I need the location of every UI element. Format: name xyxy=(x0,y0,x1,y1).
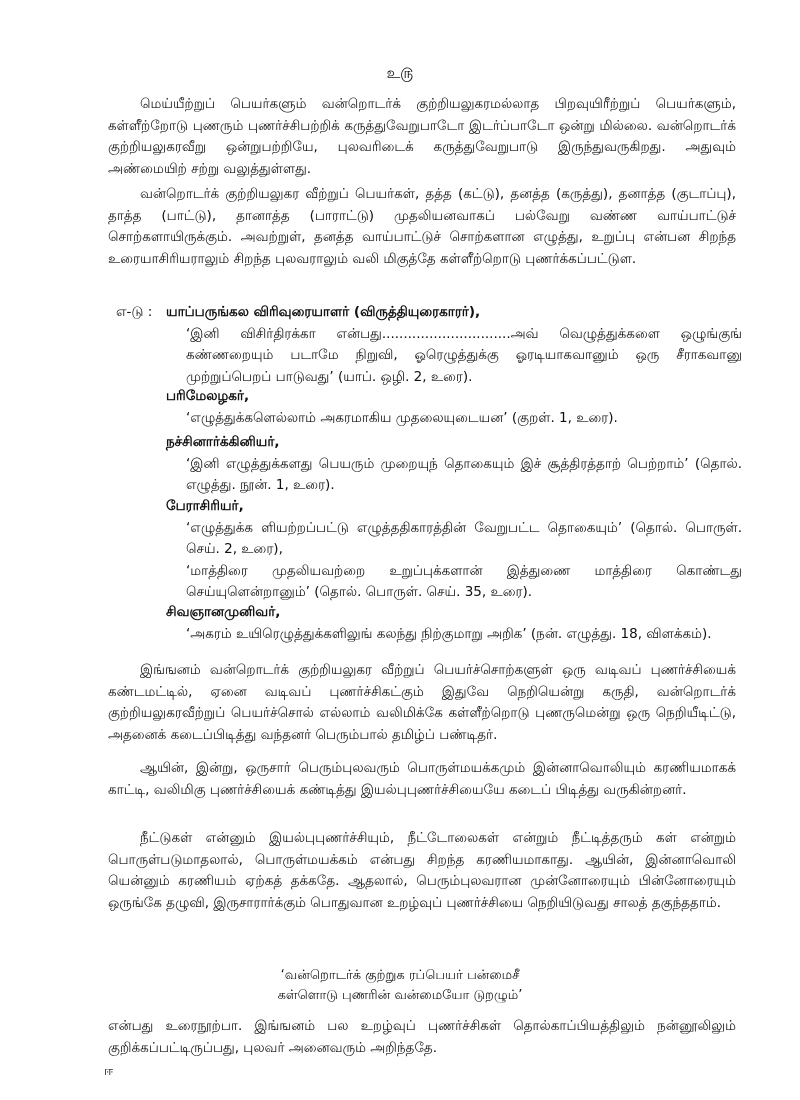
example-block-3 xyxy=(166,432,742,497)
example-author: பேராசிரியர், xyxy=(166,498,244,514)
example-quote: ‘இனி விசிர்திரக்கா என்பது..............................அவ் வெழுத்துக்களை ஒழுங்குங் கண்ணறையும் படாமே நிறுவி, ஓரெழுத்துக்கு ஓரடியாகவானும் ஒரு சீராகவானு முற்றுப்பெறப் பாடுவது’ (யாப். ஒழி. 2, உரை). xyxy=(186,325,742,385)
verse-line-1: ‘வன்றொடர்க் குற்றுக ரப்பெயர் பன்மைசீ xyxy=(280,968,520,983)
verse-quote xyxy=(0,966,800,1006)
example-quote: ‘மாத்திரை முதலியவற்றை உறுப்புக்களான் இத்துணை மாத்திரை கொண்டது செய்யுளென்றானும்’ (தொல். பொருள். செய். 35, உரை). xyxy=(186,562,742,600)
paragraph-4-text: ஆயின், இன்று, ஒருசார் பெரும்புலவரும் பொருள்மயக்கமும் இன்னாவொலியும் கரணியமாகக் காட்டி, வலிமிகு புணர்ச்சியைக் கண்டித்து இயல்புபுணர்ச்சியையே கடைப் பிடித்து வருகின்றனர். xyxy=(108,760,736,798)
example-quote: ‘எழுத்துக்களெல்லாம் அகரமாகிய முதலையுடையன’ (குறள். 1, உரை). xyxy=(186,409,618,426)
example-block-2 xyxy=(166,386,742,429)
example-quote: ‘எழுத்துக்க ளியற்றப்பட்டு எழுத்ததிகாரத்தின் வேறுபட்ட தொகையும்’ (தொல். பொருள். செய். 2, உரை), xyxy=(186,519,742,557)
paragraph-5-text: நீட்டுகள் என்னும் இயல்புபுணர்ச்சியும், நீட்டோலைகள் என்றும் நீட்டித்தரும் கள் என்றும் பொருள்படுமாதலால், பொருள்மயக்கம் என்பது சிறந்த கரணியமாகாது. ஆயின், இன்னாவொலி யென்னும் கரணியம் ஏற்கத் தக்கதே. ஆதலால், பெரும்புலவரான முன்னோரையும் பின்னோரையும் ஒருங்கே தழுவி, இருசாரார்க்கும் பொதுவான உறழ்வுப் புணர்ச்சியை நெறியிடுவது சாலத் தகுந்ததாம். xyxy=(108,830,736,911)
example-author: பரிமேலழகர், xyxy=(166,388,250,404)
paragraph-4 xyxy=(108,758,736,801)
verse-line-2: கள்ளொடு புணரின் வன்மையோ டுறழும்’ xyxy=(277,988,523,1003)
paragraph-6 xyxy=(108,1016,736,1059)
paragraph-3 xyxy=(108,660,736,746)
example-author: சிவஞானமுனிவர், xyxy=(166,604,281,620)
paragraph-3-text: இங்ஙனம் வன்றொடர்க் குற்றியலுகர வீற்றுப் பெயர்ச்சொற்களுள் ஒரு வடிவப் புணர்ச்சியைக் கண்டமட்டில், ஏனை வடிவப் புணர்ச்சிகட்கும் இதுவே நெறியென்று கருதி, வன்றொடர்க் குற்றியலுகரவீற்றுப் பெயர்ச்சொல் எல்லாம் வலிமிக்கே கள்ளீற்றொடு புணருமென்று ஒரு நெறியீடிட்டு, அதனைக் கடைப்பிடித்து வந்தனர் பெரும்பால் தமிழ்ப் பண்டிதர். xyxy=(108,662,736,743)
page-number: உ௫ xyxy=(386,64,414,82)
example-block-4 xyxy=(166,496,742,604)
paragraph-1 xyxy=(108,94,736,180)
example-quote: ‘அகரம் உயிரெழுத்துக்களிலுங் கலந்து நிற்குமாறு அறிக’ (நன். எழுத்து. 18, விளக்கம்). xyxy=(186,625,712,642)
example-quote: ‘இனி எழுத்துக்களது பெயரும் முறையுந் தொகையும் இச் சூத்திரத்தாற் பெற்றாம்’ (தொல். எழுத்து. நூன். 1, உரை). xyxy=(186,455,742,493)
example-label: எ-டு : xyxy=(116,304,153,320)
paragraph-5 xyxy=(108,828,736,914)
example-block-1 xyxy=(166,302,742,388)
example-author: யாப்பருங்கல விரிவுரையாளர் (விருத்தியுரைகாரர்), xyxy=(166,304,481,320)
paragraph-2-text: வன்றொடர்க் குற்றியலுகர வீற்றுப் பெயர்கள், தத்த (கட்டு), தனத்த (கருத்து), தனாத்த (குடாப்பு), தாத்த (பாட்டு), தானாத்த (பாராட்டு) முதலியனவாகப் பல்வேறு வண்ண வாய்பாட்டுச் சொற்களாயிருக்கும். அவற்றுள், தனத்த வாய்பாட்டுச் சொற்களான எழுத்து, உறுப்பு என்பன சிறந்த உரையாசிரியராலும் சிறந்த புலவராலும் வலி மிகுத்தே கள்ளீற்றொடு புணர்க்கப்பட்டுள. xyxy=(108,186,736,267)
footer-mark: ஈ xyxy=(104,1064,114,1079)
paragraph-2 xyxy=(108,184,736,270)
paragraph-1-text: மெய்யீற்றுப் பெயர்களும் வன்றொடர்க் குற்றியலுகரமல்லாத பிறவுயிரீற்றுப் பெயர்களும், கள்ளீற்றோடு புணரும் புணர்ச்சிபற்றிக் கருத்துவேறுபாடோ இடர்ப்பாடோ ஒன்று மில்லை. வன்றொடர்க் குற்றியலுகரவீறு ஒன்றுபற்றியே, புலவரிடைக் கருத்துவேறுபாடு இருந்துவருகிறது. அதுவும் அண்மையிற் சற்று வலுத்துள்ளது. xyxy=(108,96,736,177)
example-author: நச்சினார்க்கினியர், xyxy=(166,434,280,450)
paragraph-6-text: என்பது உரைநூற்பா. இங்ஙனம் பல உறழ்வுப் புணர்ச்சிகள் தொல்காப்பியத்திலும் நன்னூலிலும் குறிக்கப்பட்டிருப்பது, புலவர் அனைவரும் அறிந்ததே. xyxy=(108,1018,736,1056)
example-block-5 xyxy=(166,602,742,645)
